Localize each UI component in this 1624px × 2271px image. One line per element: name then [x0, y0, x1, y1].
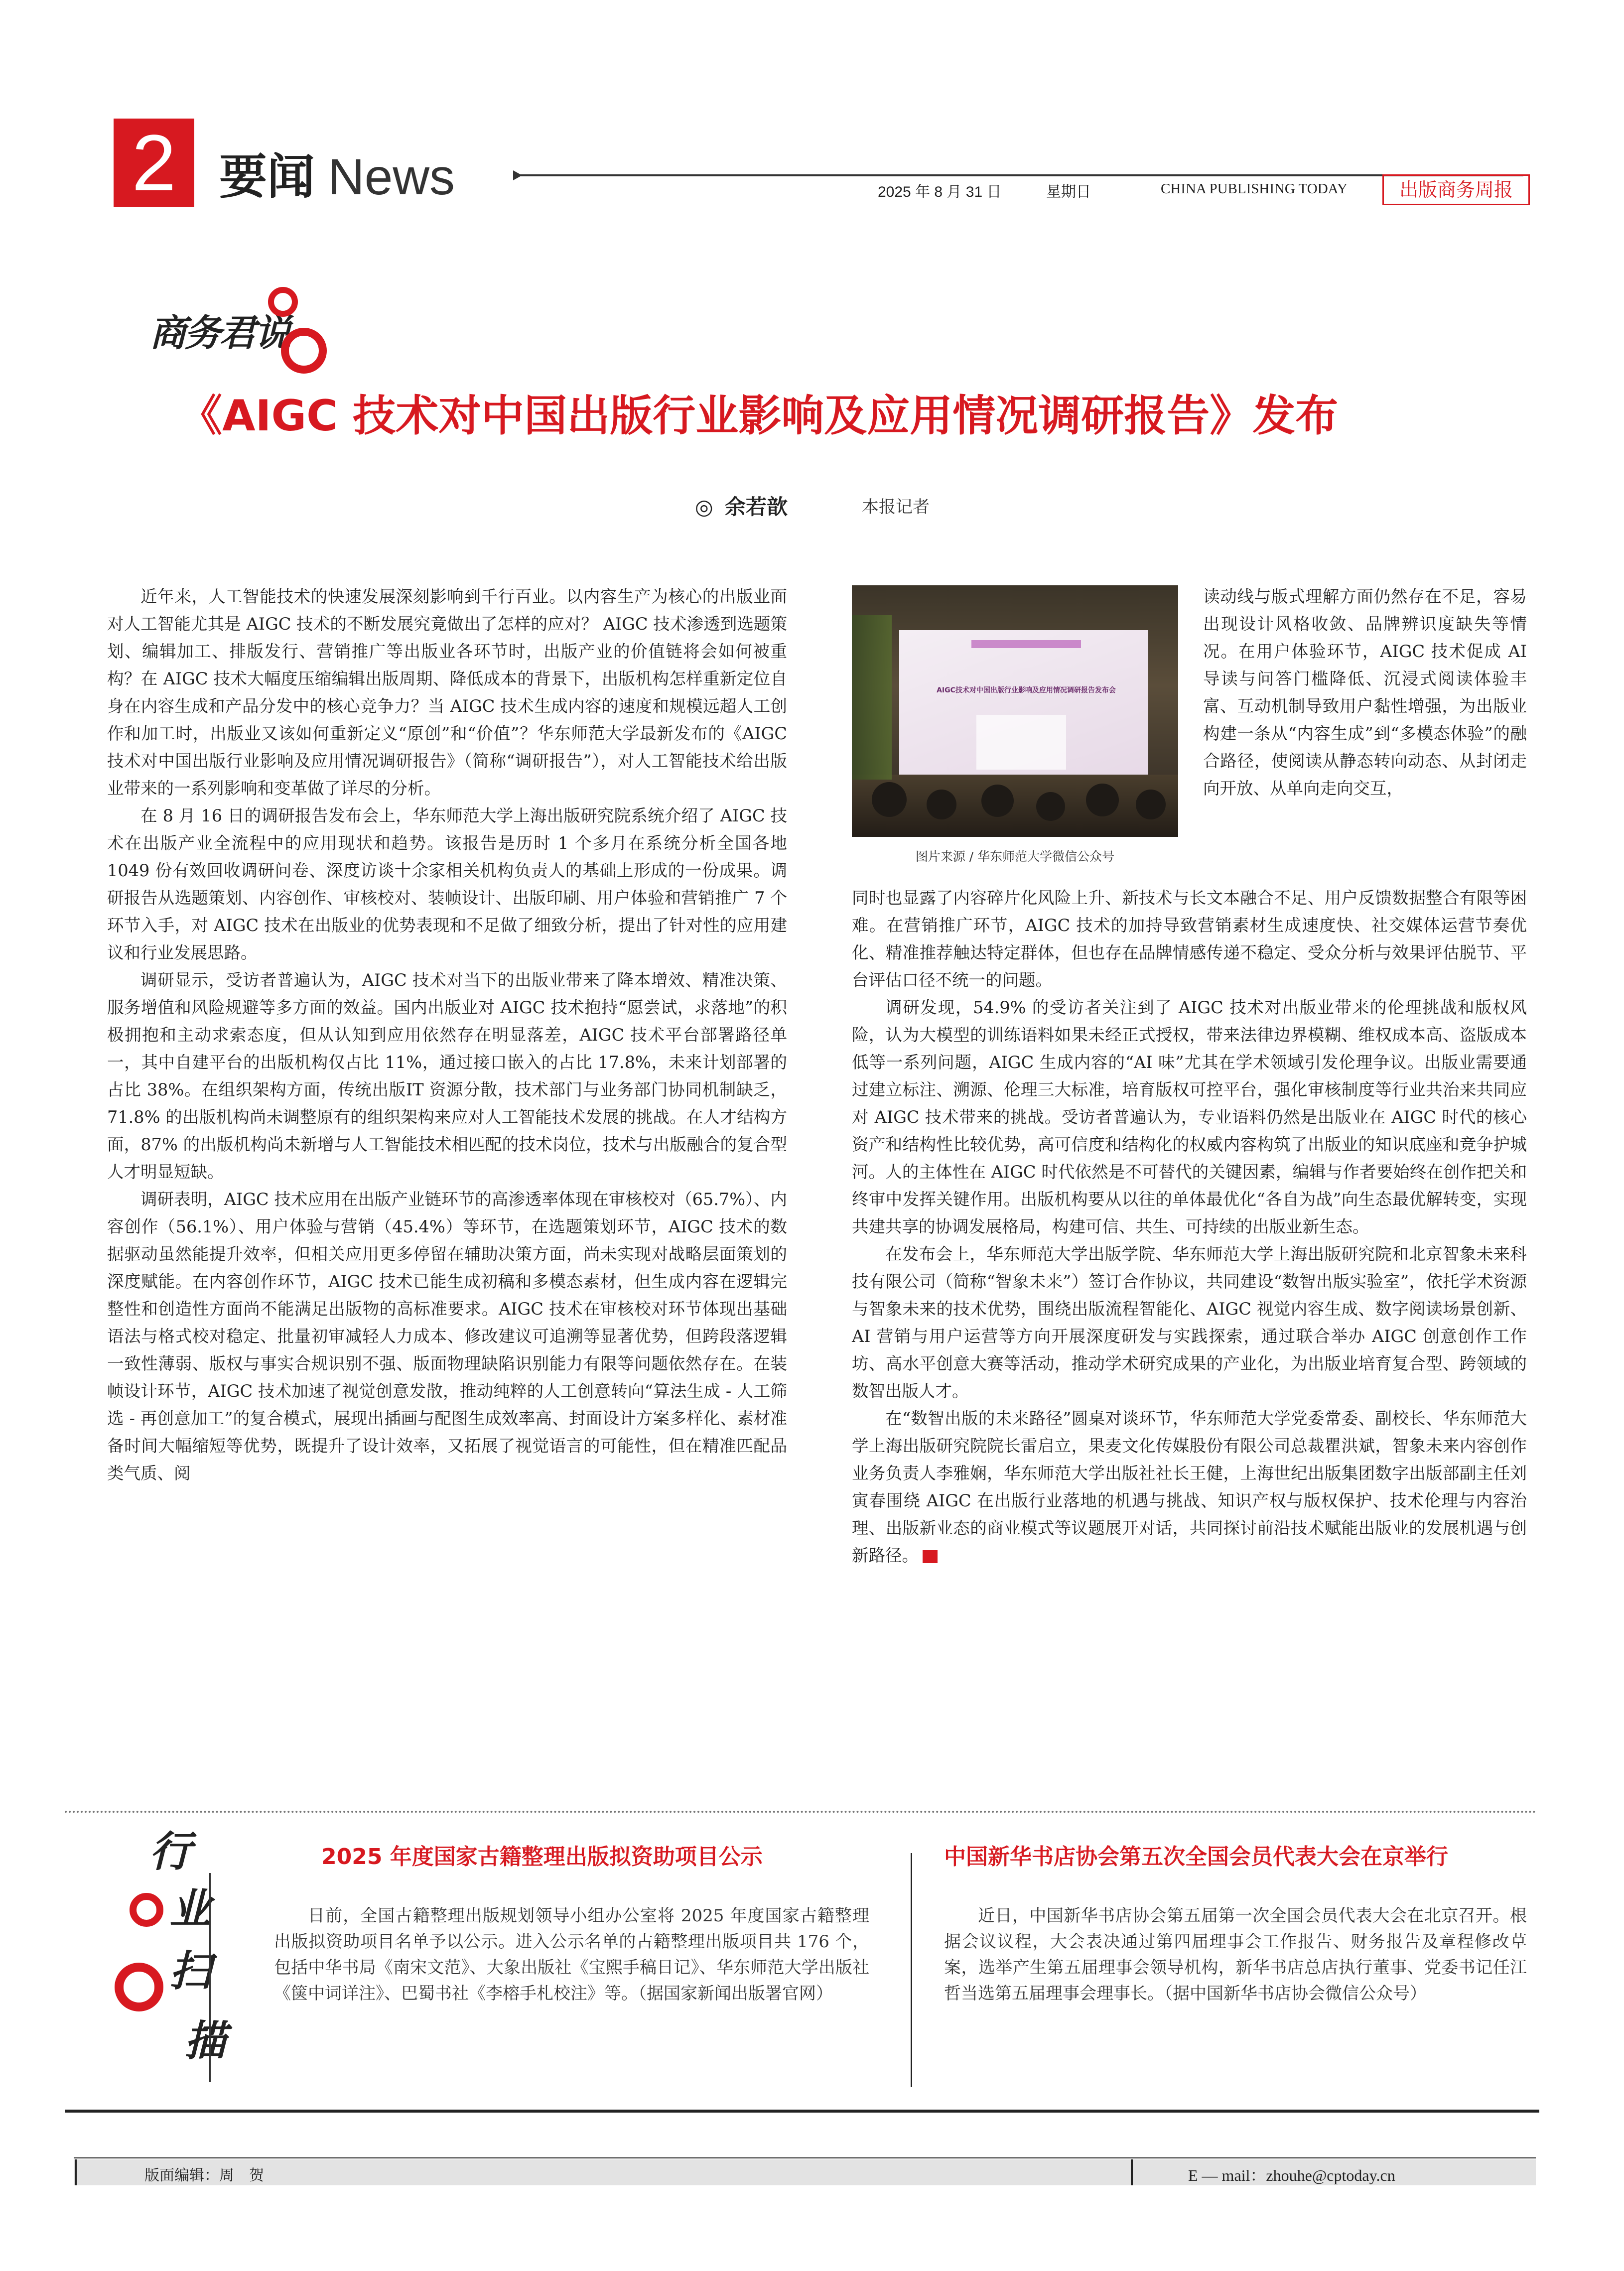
industry-scan-logo	[135, 1818, 244, 2097]
footer-email: E — mail：zhouhe@cptoday.cn	[1188, 2166, 1395, 2184]
logo-circle-icon	[130, 1893, 163, 1927]
logo-circle-icon-2	[115, 1963, 163, 2011]
bottom-rule	[65, 2110, 1539, 2113]
author-mark: ◎	[695, 495, 713, 519]
paper-name-en: CHINA PUBLISHING TODAY	[1161, 181, 1348, 197]
audience-head	[927, 790, 956, 819]
logo-char: 行	[149, 1827, 192, 1876]
news-2-body	[944, 1903, 1527, 2006]
paragraph: 在 8 月 16 日的调研报告发布会上，华东师范大学上海出版研究院系统介绍了 AIGC 技术在出版产业全流程中的应用现状和趋势。该报告是历时 1 个多月在系统分析全国各地 1049 份有效回收调研问卷、深度访谈十余家相关机构负责人的基础上形成的一份成果。调研报告从选题策划、内容创作、审核校对、装帧设计、出版印刷、用户体验和营销推广 7 个环节入手，对 AIGC 技术在出版业的优势表现和不足做了细致分析，提出了针对性的应用建议和行业发展思路。	[107, 806, 787, 962]
article-column-2	[852, 884, 1527, 1569]
section-title: 要闻	[219, 149, 315, 205]
page-number: 2	[132, 118, 176, 207]
audience-head	[981, 785, 1014, 817]
column-logo-text: 商务君说	[149, 312, 289, 355]
paragraph: 同时也显露了内容碎片化风险上升、新技术与长文本融合不足、用户反馈数据整合有限等困难。在营销推广环节，AIGC 技术的加持导致营销素材生成速度快、社交媒体运营节奏优化、精准推荐触达特定群体，但也存在品牌情感传递不稳定、受众分析与效果评估脱节、平台评估口径不统一的问题。	[852, 888, 1527, 990]
news-divider	[911, 1853, 912, 2087]
photo-plant	[852, 615, 892, 780]
article-headline: 《AIGC 技术对中国出版行业影响及应用情况调研报告》发布	[179, 391, 1339, 441]
scan-logo-bar	[209, 1873, 211, 2082]
paragraph-text: 在“数智出版的未来路径”圆桌对谈环节，华东师范大学党委常委、副校长、华东师范大学上海出版研究院院长雷启立，果麦文化传媒股份有限公司总裁瞿洪斌，智象未来内容创作业务负责人李雅娴，华东师范大学出版社社长王健，上海世纪出版集团数字出版部副主任刘寅春围绕 AIGC 在出版行业落地的机遇与挑战、知识产权与版权保护、技术伦理与内容治理、出版新业态的商业模式等议题展开对话，共同探讨前沿技术赋能出版业的发展机遇与创新路径。	[852, 1409, 1527, 1565]
paragraph: 读动线与版式理解方面仍然存在不足，容易出现设计风格收敛、品牌辨识度缺失等情况。在用户体验环节，AIGC 技术促成 AI 导读与问答门槛降低、沉浸式阅读体验丰富、互动机制导致用户黏性增强，为出版业构建一条从“内容生成”到“多模态体验”的融合路径，使阅读从静态转向动态、从封闭走向开放、从单向走向交互，	[1203, 587, 1527, 798]
issue-weekday: 星期日	[1046, 184, 1091, 200]
logo-circle-icon-2	[281, 328, 327, 374]
footer-mid-mark	[1131, 2159, 1133, 2185]
column-logo	[149, 294, 339, 369]
footer-left-mark	[75, 2159, 77, 2185]
footer-editor: 版面编辑：周 贺	[144, 2167, 264, 2184]
news-1-body	[274, 1903, 869, 2006]
audience-head	[1136, 790, 1166, 819]
news-1-title: 2025 年度国家古籍整理出版拟资助项目公示	[321, 1844, 763, 1870]
section-divider	[65, 1811, 1537, 1813]
author-name: 余若歆	[725, 495, 788, 519]
photo-screen-logo	[971, 640, 1081, 648]
paragraph: 调研表明，AIGC 技术应用在出版产业链环节的高渗透率体现在审核校对（65.7%）、内容创作（56.1%）、用户体验与营销（45.4%）等环节，在选题策划环节，AIGC 技术的数据驱动虽然能提升效率，但相关应用更多停留在辅助决策方面，尚未实现对战略层面策划的深度赋能。在内容创作环节，AIGC 技术已能生成初稿和多模态素材，但生成内容在逻辑完整性和创造性方面尚不能满足出版物的高标准要求。AIGC 技术在审核校对环节体现出基础语法与格式校对稳定、批量初审减轻人力成本、修改建议可追溯等显著优势，但跨段落逻辑一致性薄弱、版权与事实合规识别不强、版面物理缺陷识别能力有限等问题依然存在。在装帧设计环节，AIGC 技术加速了视觉创意发散，推动纯粹的人工创意转向“算法生成 - 人工筛选 - 再创意加工”的复合模式，展现出插画与配图生成效率高、封面设计方案多样化、素材准备时间大幅缩短等优势，既提升了设计效率，又拓展了视觉语言的可能性，但在精准匹配品类气质、阅	[107, 1190, 787, 1483]
logo-circle-icon	[268, 287, 298, 317]
news-1-text: 日前，全国古籍整理出版规划领导小组办公室将 2025 年度国家古籍整理出版拟资助项目名单予以公示。进入公示名单的古籍整理出版项目共 176 个，包括中华书局《南宋文范》、大象出版社《宝熙手稿日记》、华东师范大学出版社《箧中词详注》、巴蜀书社《李榕手札校注》等。（据国家新闻出版署官网）	[274, 1906, 869, 2004]
paragraph	[852, 1405, 1527, 1569]
author-role: 本报记者	[862, 497, 930, 517]
paper-name-cn: 出版商务周报	[1382, 174, 1530, 205]
section-title-en: News	[328, 148, 455, 205]
footer-top-rule	[74, 2157, 1536, 2158]
photo-screen-box	[976, 715, 1066, 770]
audience-head	[872, 782, 907, 817]
article-column-2-side	[1203, 583, 1527, 802]
header-rule	[517, 174, 1523, 176]
photo-screen-text: AIGC技术对中国出版行业影响及应用情况调研报告发布会	[937, 686, 1116, 694]
photo-screen	[899, 630, 1148, 795]
audience-head	[1036, 792, 1065, 821]
end-mark-icon	[923, 1550, 938, 1563]
issue-date: 2025 年 8 月 31 日	[878, 184, 1002, 200]
audience-head	[1086, 784, 1119, 816]
article-photo	[852, 585, 1178, 837]
news-2-title: 中国新华书店协会第五次全国会员代表大会在京举行	[944, 1844, 1448, 1870]
paragraph: 调研显示，受访者普遍认为，AIGC 技术对当下的出版业带来了降本增效、精准决策、服务增值和风险规避等多方面的效益。国内出版业对 AIGC 技术抱持“愿尝试，求落地”的积极拥抱和主动求索态度，但从认知到应用依然存在明显落差，AIGC 技术平台部署路径单一，其中自建平台的出版机构仅占比 11%，通过接口嵌入的占比 17.8%，未来计划部署的占比 38%。在组织架构方面，传统出版IT 资源分散，技术部门与业务部门协同机制缺乏，71.8% 的出版机构尚未调整原有的组织架构来应对人工智能技术发展的挑战。在人才结构方面，87% 的出版机构尚未新增与人工智能技术相匹配的技术岗位，技术与出版融合的复合型人才明显短缺。	[107, 970, 787, 1182]
paragraph: 调研发现，54.9% 的受访者关注到了 AIGC 技术对出版业带来的伦理挑战和版权风险，认为大模型的训练语料如果未经正式授权，带来法律边界模糊、维权成本高、盗版成本低等一系列问题，AIGC 生成内容的“AI 味”尤其在学术领域引发伦理争议。出版业需要通过建立标注、溯源、伦理三大标准，培育版权可控平台，强化审核制度等行业共治来共同应对 AIGC 技术带来的挑战。受访者普遍认为，专业语料仍然是出版业在 AIGC 时代的核心资产和结构性比较优势，高可信度和结构化的权威内容构筑了出版业的知识底座和竞争护城河。人的主体性在 AIGC 时代依然是不可替代的关键因素，编辑与作者要始终在创作把关和终审中发挥关键作用。出版机构要从以往的单体最优化“各自为战”向生态最优解转变，实现共建共享的协调发展格局，构建可信、共生、可持续的出版业新生态。	[852, 998, 1527, 1236]
logo-char: 业	[169, 1884, 212, 1933]
paragraph: 在发布会上，华东师范大学出版学院、华东师范大学上海出版研究院和北京智象未来科技有限公司（简称“智象未来”）签订合作协议，共同建设“数智出版实验室”，依托学术资源与智象未来的技术优势，围绕出版流程智能化、AIGC 视觉内容生成、数字阅读场景创新、AI 营销与用户运营等方向开展深度研发与实践探索，通过联合举办 AIGC 创意创作工作坊、高水平创意大赛等活动，推动学术研究成果的产业化，为出版业培育复合型、跨领域的数智出版人才。	[852, 1244, 1527, 1401]
photo-caption: 图片来源 / 华东师范大学微信公众号	[915, 849, 1115, 864]
paragraph: 近年来，人工智能技术的快速发展深刻影响到千行百业。以内容生产为核心的出版业面对人工智能尤其是 AIGC 技术的不断发展究竟做出了怎样的应对？ AIGC 技术渗透到选题策划、编辑加工、排版发行、营销推广等出版业各环节时，出版产业的价值链将会如何被重构？在 AIGC 技术大幅度压缩编辑出版周期、降低成本的背景下，出版机构怎样重新定位自身在内容生成和产品分发中的核心竞争力？当 AIGC 技术生成内容的速度和规模远超人工创作和加工时，出版业又该如何重新定义“原创”和“价值”？华东师范大学最新发布的《AIGC 技术对中国出版行业影响及应用情况调研报告》（简称“调研报告”），对人工智能技术给出版业带来的一系列影响和变革做了详尽的分析。	[107, 587, 787, 798]
article-column-1	[107, 583, 787, 1487]
logo-char: 扫	[169, 1946, 212, 1996]
news-2-text: 近日，中国新华书店协会第五届第一次全国会员代表大会在北京召开。根据会议议程，大会表决通过第四届理事会工作报告、财务报告及章程修改草案，选举产生第五届理事会领导机构，新华书店总店执行董事、党委书记任江哲当选第五届理事会理事长。（据中国新华书店协会微信公众号）	[944, 1906, 1527, 2004]
logo-char: 描	[184, 2016, 227, 2065]
byline	[695, 491, 788, 521]
